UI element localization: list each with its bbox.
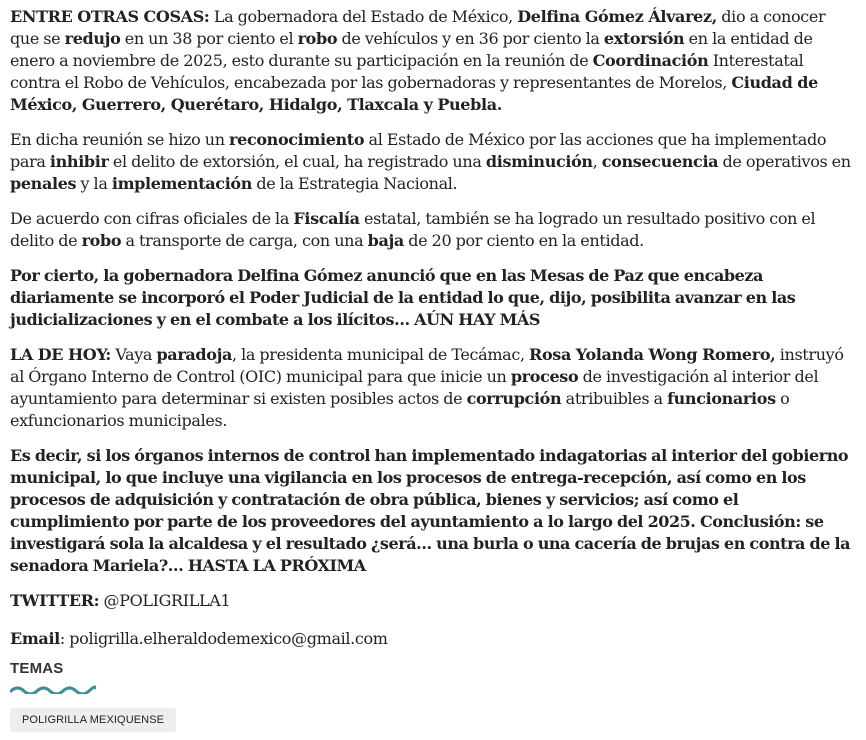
text-run: en la entidad de enero a noviembre de 2025, esto durante su participación en la reunión de: [10, 29, 813, 70]
text-run: en un 38 por ciento el: [120, 29, 298, 48]
bold-text: reconocimiento: [229, 130, 365, 149]
bold-text: inhibir: [49, 152, 109, 171]
bold-text: Rosa Yolanda Wong Romero,: [529, 345, 776, 364]
paragraph-reconocimiento: [10, 129, 855, 195]
text-run: estatal, también se ha logrado un resultado positivo con el delito de: [10, 209, 816, 250]
text-run: Vaya: [110, 345, 157, 364]
bold-text: TWITTER:: [10, 591, 100, 610]
temas-section: [10, 660, 96, 694]
bold-text: Ciudad de México, Guerrero, Querétaro, Hidalgo, Tlaxcala y Puebla.: [10, 73, 818, 114]
text-run: de 20 por ciento en la entidad.: [403, 231, 644, 250]
text-run: La gobernadora del Estado de México,: [209, 7, 518, 26]
text-run: de la Estrategia Nacional.: [252, 174, 458, 193]
text-run: de operativos en: [718, 152, 851, 171]
text-run: , la presidenta municipal de Tecámac,: [232, 345, 530, 364]
bold-text: Por cierto, la gobernadora Delfina Gómez anunció que en las Mesas de Paz que encabeza diariamente se incorporó el Poder Judicial de la entidad lo que, dijo, posibilita avanzar en las judicializaciones y en el combate a los ilícitos… AÚN HAY MÁS: [10, 266, 796, 329]
bold-text: LA DE HOY:: [10, 345, 111, 364]
text-run: Interestatal contra el Robo de Vehículos, encabezada por las gobernadoras y representantes de Morelos,: [10, 51, 804, 92]
text-run: De acuerdo con cifras oficiales de la: [10, 209, 294, 228]
text-run: y la: [76, 174, 112, 193]
bold-text: Email: [10, 629, 60, 648]
bold-text: penales: [10, 174, 77, 193]
bold-text: extorsión: [603, 29, 685, 48]
bold-text: robo: [297, 29, 338, 48]
wave-divider-icon: [10, 684, 96, 694]
article-body: [10, 6, 855, 663]
bold-text: redujo: [64, 29, 121, 48]
bold-text: funcionarios: [667, 389, 776, 408]
text-run: el delito de extorsión, el cual, ha registrado una: [108, 152, 486, 171]
bold-text: Es decir, si los órganos internos de control han implementado indagatorias al interior del gobierno municipal, lo que incluye una vigilancia en los procesos de entrega-recepción, así como en los procesos de adquisición y contratación de obra pública, bienes y servicios; así como el cumplimiento por parte de los proveedores del ayuntamiento a lo largo del 2025. Conclusión: se investigará sola la alcaldesa y el resultado ¿será… una burla o una cacería de brujas en contra de la senadora Mariela?… HASTA LA PRÓXIMA: [10, 446, 851, 575]
text-run: dio a conocer que se: [10, 7, 826, 48]
temas-title: TEMAS: [10, 660, 64, 677]
text-run: instruyó al Órgano Interno de Control (OIC) municipal para que inicie un: [10, 345, 844, 386]
paragraph-entre-otras-cosas: [10, 6, 855, 116]
paragraph-es-decir: [10, 445, 855, 577]
bold-text: Delfina Gómez Álvarez,: [517, 7, 717, 26]
text-run: al Estado de México por las acciones que ha implementado para: [10, 130, 827, 171]
bold-text: corrupción: [466, 389, 562, 408]
text-run: @POLIGRILLA1: [99, 591, 231, 610]
bold-text: implementación: [111, 174, 253, 193]
bold-text: paradoja: [156, 345, 233, 364]
twitter-line: [10, 590, 855, 612]
bold-text: ENTRE OTRAS COSAS:: [10, 7, 210, 26]
text-run: a transporte de carga, con una: [121, 231, 368, 250]
bold-text: baja: [367, 231, 404, 250]
text-run: de investigación al interior del ayuntamiento para determinar si existen posibles actos de: [10, 367, 819, 408]
paragraph-la-de-hoy: [10, 344, 855, 432]
email-line: [10, 628, 855, 650]
bold-text: consecuencia: [601, 152, 719, 171]
text-run: ,: [592, 152, 602, 171]
bold-text: proceso: [510, 367, 579, 386]
bold-text: Fiscalía: [293, 209, 360, 228]
paragraph-por-cierto: [10, 265, 855, 331]
tag-poligrilla-mexiquense[interactable]: POLIGRILLA MEXIQUENSE: [10, 708, 176, 732]
bold-text: Coordinación: [592, 51, 709, 70]
text-run: atribuibles a: [561, 389, 668, 408]
text-run: de vehículos y en 36 por ciento la: [337, 29, 604, 48]
bold-text: disminución: [485, 152, 593, 171]
text-run: o exfuncionarios municipales.: [10, 389, 790, 430]
paragraph-fiscalia: [10, 208, 855, 252]
text-run: : poligrilla.elheraldodemexico@gmail.com: [59, 629, 388, 648]
bold-text: robo: [81, 231, 122, 250]
text-run: En dicha reunión se hizo un: [10, 130, 230, 149]
